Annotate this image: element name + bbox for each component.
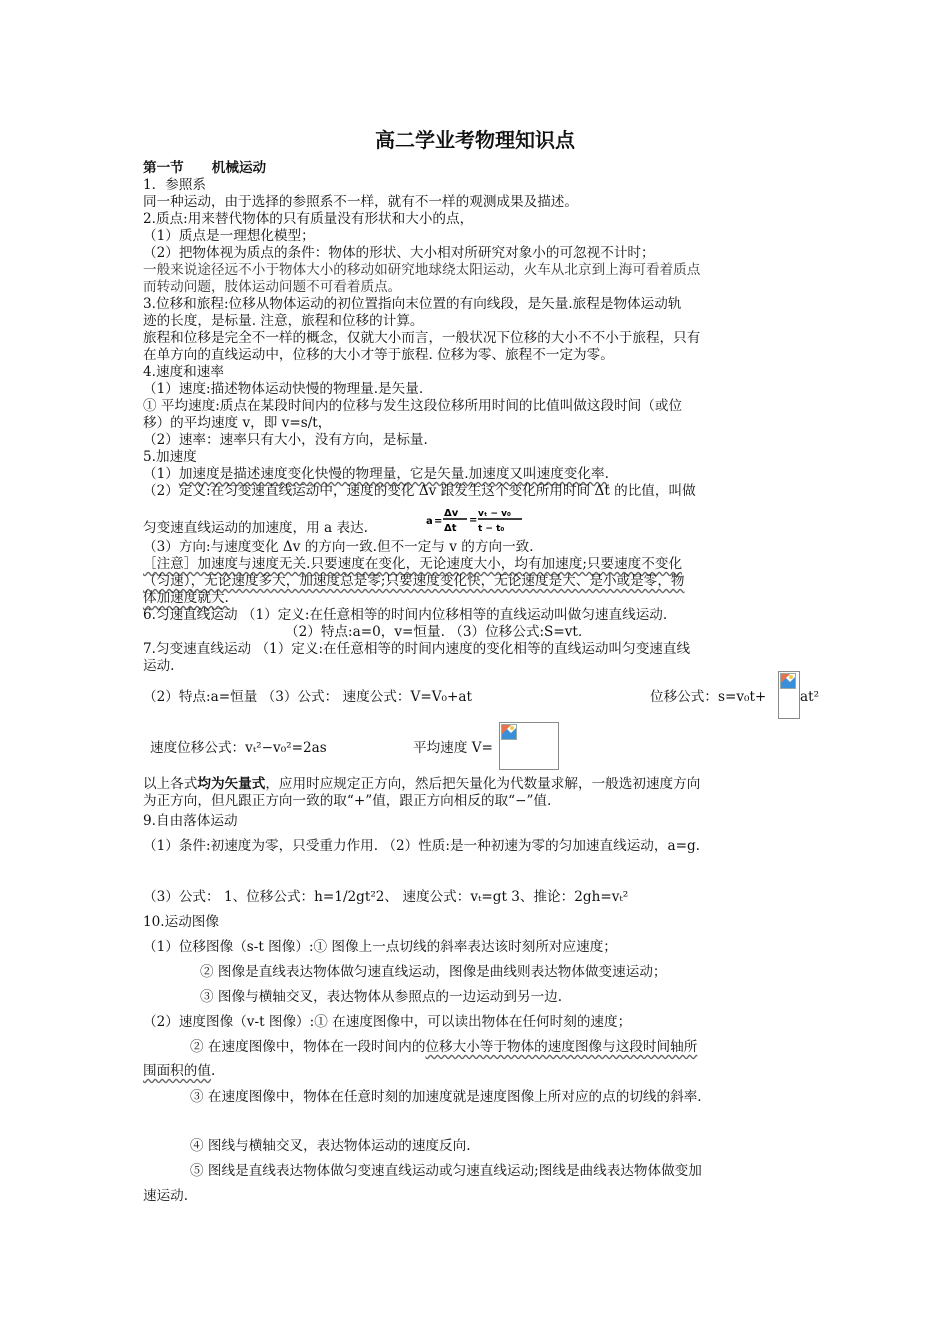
annotated-text: 围面积的值 xyxy=(143,1063,211,1079)
text-line: 同一种运动，由于选择的参照系不一样，就有不一样的观测成果及描述。 xyxy=(143,194,578,210)
broken-image-icon xyxy=(501,724,517,740)
text-line: 2.质点:用来替代物体的只有质量没有形状和大小的点， xyxy=(143,211,474,227)
text-line: （2）把物体视为质点的条件：物体的形状、大小相对所研究对象小的可忽视不计时； xyxy=(143,245,655,261)
svg-text:=: = xyxy=(469,515,478,526)
text-fragment: ② 在速度图像中，物体在一段时间内的 xyxy=(190,1039,426,1055)
text-fragment: ，应用时应规定正方向，然后把矢量化为代数量求解，一般选初速度方向 xyxy=(265,776,701,792)
section-heading xyxy=(143,160,266,177)
text-line xyxy=(143,776,700,793)
text-line: 3.位移和旅程:位移从物体运动的初位置指向末位置的有向线段，是矢量.旅程是物体运动轨 xyxy=(143,296,682,312)
text-line: at² xyxy=(800,689,820,705)
text-line: 匀变速直线运动的加速度，用 a 表达. xyxy=(143,520,368,536)
text-line: 速度位移公式：vₜ²−v₀²=2as xyxy=(150,740,327,756)
text-line: （1）条件:初速度为零，只受重力作用. （2）性质:是一种初速为零的匀加速直线运动，a=g. xyxy=(143,838,700,854)
text-line: 9.自由落体运动 xyxy=(143,813,238,829)
text-line: 运动. xyxy=(143,658,175,674)
broken-image-icon xyxy=(780,673,796,689)
text-line: 位移公式：s=v₀t+ xyxy=(650,689,767,705)
text-line: 平均速度 V= xyxy=(413,740,493,756)
text-line: ② 图像是直线表达物体做匀速直线运动，图像是曲线则表达物体做变速运动； xyxy=(200,964,667,980)
formula-denominator: t − t₀ xyxy=(478,524,505,534)
text-line: 迹的长度，是标量. 注意，旅程和位移的计算。 xyxy=(143,313,424,329)
text-line xyxy=(143,1063,215,1080)
text-line: 为正方向，但凡跟正方向一致的取“+”值，跟正方向相反的取“−”值. xyxy=(143,793,552,809)
text-line: （2）定义:在匀变速直线运动中，速度的变化 Δv 跟发生这个变化所用时间 Δt 的比值，叫做 xyxy=(143,483,696,499)
text-line: （1）质点是一理想化模型； xyxy=(143,228,315,244)
page-title: 高二学业考物理知识点 xyxy=(375,128,575,152)
section-name: 机械运动 xyxy=(211,160,267,176)
text-line: 10.运动图像 xyxy=(143,914,219,930)
text-line: ① 平均速度:质点在某段时间内的位移与发生这段位移所用时间的比值叫做这段时间（或位 xyxy=(143,398,683,414)
annotated-text-line: （匀速），无论速度多大，加速度总是零;只要速度变化快，无论速度是大、是小或是零，物 xyxy=(143,573,685,589)
text-line: 旅程和位移是完全不一样的概念，仅就大小而言，一般状况下位移的大小不不小于旅程，只有 xyxy=(143,330,701,346)
text-line: 而转动问题，肢体运动问题不可看着质点。 xyxy=(143,279,402,295)
acceleration-formula xyxy=(426,505,526,535)
text-line: （1）速度:描述物体运动快慢的物理量.是矢量. xyxy=(143,381,424,397)
text-line: （2）特点:a=恒量 （3）公式： 速度公式：V=V₀+at xyxy=(143,689,472,705)
svg-text:=: = xyxy=(434,516,443,527)
text-line: 1．参照系 xyxy=(143,177,207,193)
missing-image xyxy=(499,722,559,770)
text-line: 速运动. xyxy=(143,1188,189,1204)
annotated-text-line: 体加速度就大. xyxy=(143,590,229,606)
text-fragment: 以上各式 xyxy=(143,776,198,792)
text-line: （1）位移图像（s-t 图像）:① 图像上一点切线的斜率表达该时刻所对应速度； xyxy=(143,939,617,955)
text-line xyxy=(143,466,609,483)
text-line: 4.速度和速率 xyxy=(143,364,224,380)
text-line: 在单方向的直线运动中，位移的大小才等于旅程. 位移为零、旅程不一定为零。 xyxy=(143,347,614,363)
annotated-text: 位移大小等于物体的速度图像与这段时间轴所 xyxy=(425,1039,698,1055)
text-line: ③ 在速度图像中，物体在任意时刻的加速度就是速度图像上所对应的点的切线的斜率. xyxy=(190,1089,702,1105)
missing-image xyxy=(778,671,800,719)
text-line: ④ 图线与横轴交叉，表达物体运动的速度反向. xyxy=(190,1138,471,1154)
formula-a: a xyxy=(426,516,433,527)
text-line: 7.匀变速直线运动 （1）定义:在任意相等的时间内速度的变化相等的直线运动叫匀变速直线 xyxy=(143,641,691,657)
formula-numerator: vₜ − v₀ xyxy=(478,509,511,519)
text-line: ③ 图像与横轴交叉，表达物体从参照点的一边运动到另一边. xyxy=(200,989,563,1005)
section-number: 第一节 xyxy=(143,160,184,176)
text-fragment: . xyxy=(210,1063,216,1079)
annotated-text-line: ［注意］加速度与速度无关.只要速度在变化，无论速度大小，均有加速度;只要速度不变化 xyxy=(143,556,683,572)
annotated-text: 加速度是描述速度变化快慢的物理量，它是矢量.加速度又叫速度变化率. xyxy=(178,466,609,482)
text-line: 5.加速度 xyxy=(143,449,197,465)
text-line: （2）速度图像（v-t 图像）:① 在速度图像中，可以读出物体在任何时刻的速度； xyxy=(143,1014,632,1030)
text-line: 一般来说途径远不小于物体大小的移动如研究地球绕太阳运动，火车从北京到上海可看着质点 xyxy=(143,262,701,278)
text-line: ⑤ 图线是直线表达物体做匀变速直线运动或匀速直线运动;图线是曲线表达物体做变加 xyxy=(190,1163,702,1179)
formula-dv: Δv xyxy=(444,508,459,519)
text-fragment: （1） xyxy=(143,466,179,482)
text-line: 6.匀速直线运动 （1）定义:在任意相等的时间内位移相等的直线运动叫做匀速直线运动. xyxy=(143,607,668,623)
text-line: （2）特点:a=0，v=恒量. （3）位移公式:S=vt. xyxy=(285,624,583,640)
text-line xyxy=(190,1039,697,1056)
text-line: 移）的平均速度 v，即 v=s/t， xyxy=(143,415,332,431)
formula-dt: Δt xyxy=(444,523,457,534)
text-line: （3）方向:与速度变化 Δv 的方向一致.但不一定与 v 的方向一致. xyxy=(143,539,534,555)
text-line: （3）公式： 1、位移公式：h=1/2gt²2、 速度公式：vₜ=gt 3、推论：2gh=vₜ² xyxy=(143,889,629,905)
bold-text: 均为矢量式 xyxy=(197,776,266,792)
text-line: （2）速率：速率只有大小，没有方向，是标量. xyxy=(143,432,428,448)
